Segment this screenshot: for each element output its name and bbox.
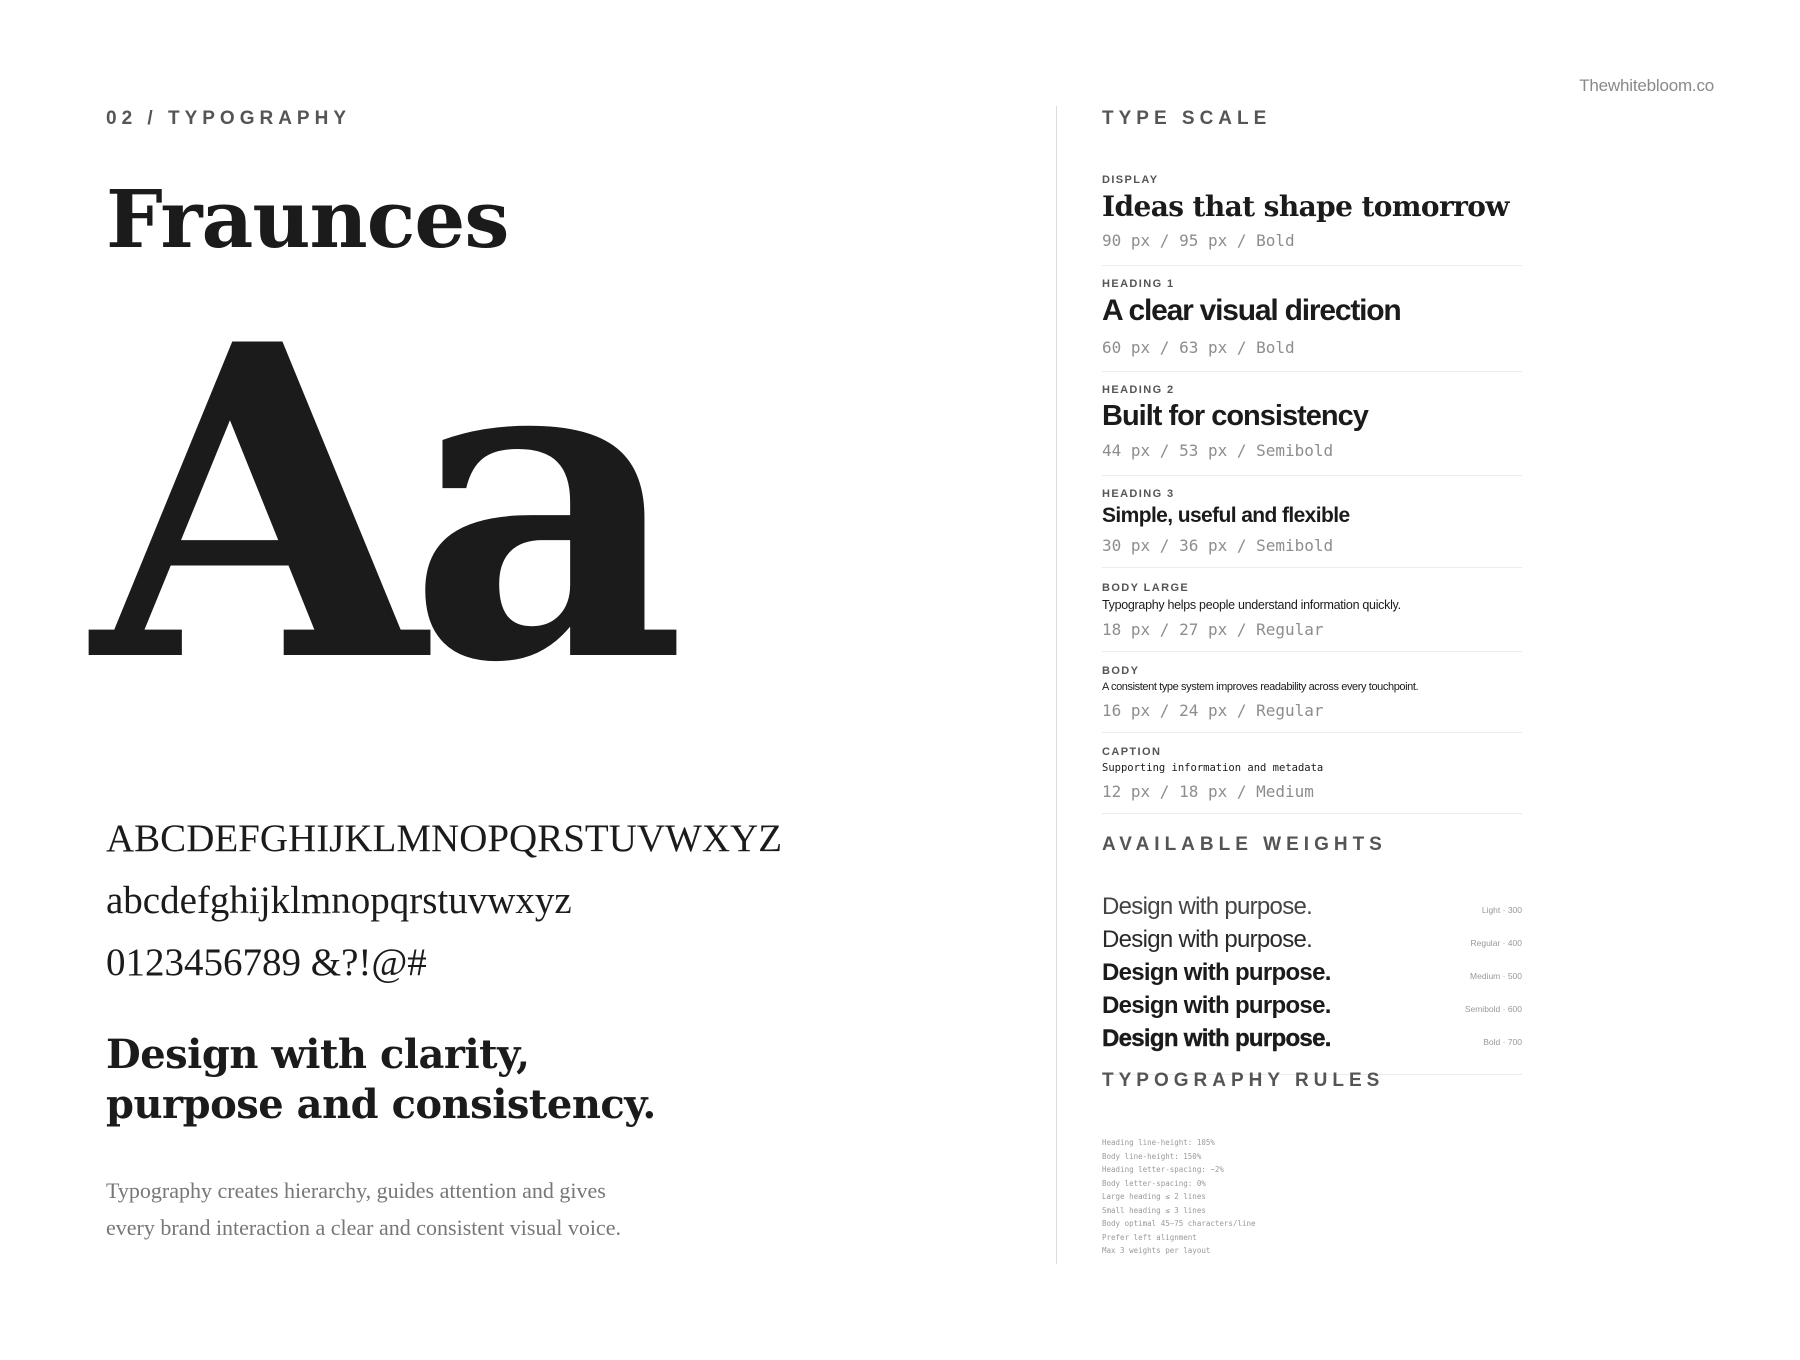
type-scale-heading: TYPE SCALE [1102, 108, 1272, 129]
scale-label: CAPTION [1102, 746, 1162, 758]
weight-tag: Regular · 400 [1470, 938, 1522, 948]
scale-item-body [1102, 665, 1522, 733]
rules-list [1102, 1136, 1256, 1258]
weight-row-light [1102, 893, 1522, 926]
scale-item-heading-3 [1102, 488, 1522, 568]
weights-heading: AVAILABLE WEIGHTS [1102, 834, 1387, 855]
scale-item-display [1102, 174, 1522, 266]
weight-tag: Light · 300 [1481, 905, 1522, 915]
glyphs-lowercase: abcdefghijklmnopqrstuvwxyz [106, 879, 572, 922]
scale-item-heading-1 [1102, 278, 1522, 372]
scale-spec: 60 px / 63 px / Bold [1102, 338, 1295, 357]
scale-sample: Simple, useful and flexible [1102, 504, 1350, 527]
scale-spec: 30 px / 36 px / Semibold [1102, 536, 1334, 555]
weight-row-bold [1102, 1025, 1522, 1058]
scale-label: HEADING 3 [1102, 488, 1175, 500]
glyphs-numerals: 0123456789 &?!@# [106, 941, 427, 984]
weight-tag: Semibold · 600 [1464, 1004, 1522, 1014]
scale-spec: 16 px / 24 px / Regular [1102, 701, 1324, 720]
weight-sample: Design with purpose. [1102, 959, 1331, 986]
font-name: Fraunces [106, 172, 509, 266]
glyphs-uppercase: ABCDEFGHIJKLMNOPQRSTUVWXYZ [106, 817, 783, 860]
scale-sample: Built for consistency [1102, 400, 1368, 432]
rule-item: Large heading ≤ 2 lines [1102, 1192, 1206, 1201]
weight-tag: Bold · 700 [1483, 1037, 1522, 1047]
scale-spec: 44 px / 53 px / Semibold [1102, 441, 1334, 460]
weight-sample: Design with purpose. [1102, 1025, 1331, 1052]
weights-list [1102, 893, 1522, 1058]
scale-item-caption [1102, 746, 1522, 814]
weight-row-semibold [1102, 992, 1522, 1025]
glyph-set [106, 808, 782, 994]
weight-row-regular [1102, 926, 1522, 959]
rule-item: Heading line-height: 105% [1102, 1138, 1215, 1147]
scale-sample: Typography helps people understand information quickly. [1102, 598, 1401, 612]
rule-item: Max 3 weights per layout [1102, 1246, 1211, 1255]
weight-tag: Medium · 500 [1470, 971, 1522, 981]
scale-sample: A clear visual direction [1102, 294, 1401, 327]
weight-row-medium [1102, 959, 1522, 992]
scale-label: BODY LARGE [1102, 582, 1190, 594]
scale-sample: Supporting information and metadata [1102, 762, 1324, 774]
scale-sample: Ideas that shape tomorrow [1102, 190, 1509, 223]
rules-heading: TYPOGRAPHY RULES [1102, 1070, 1385, 1091]
rule-item: Prefer left alignment [1102, 1232, 1197, 1242]
headline-line: Design with clarity, [106, 1031, 530, 1078]
rule-item: Small heading ≤ 3 lines [1102, 1205, 1206, 1215]
scale-spec: 18 px / 27 px / Regular [1102, 620, 1324, 639]
scale-spec: 12 px / 18 px / Medium [1102, 782, 1314, 801]
weight-sample: Design with purpose. [1102, 893, 1313, 920]
scale-sample: A consistent type system improves readability across every touchpoint. [1102, 681, 1419, 693]
specimen-glyph: Aa [92, 252, 669, 757]
scale-label: HEADING 2 [1102, 384, 1175, 396]
rule-item: Body line-height: 150% [1102, 1151, 1202, 1161]
rule-item: Body letter-spacing: 0% [1102, 1178, 1206, 1188]
scale-label: BODY [1102, 665, 1140, 677]
scale-spec: 90 px / 95 px / Bold [1102, 231, 1295, 250]
weight-sample: Design with purpose. [1102, 926, 1313, 953]
specimen-headline [106, 1030, 656, 1130]
scale-label: DISPLAY [1102, 174, 1159, 186]
section-label: 02 / TYPOGRAPHY [106, 108, 351, 129]
column-divider [1056, 106, 1057, 1264]
brand-wordmark: Thewhitebloom.co [1579, 76, 1714, 95]
weight-sample: Design with purpose. [1102, 992, 1331, 1019]
rule-item: Heading letter-spacing: −2% [1102, 1165, 1224, 1174]
scale-item-heading-2 [1102, 384, 1522, 476]
rule-item: Body optimal 45–75 characters/line [1102, 1219, 1256, 1228]
headline-line: purpose and consistency. [106, 1081, 656, 1128]
specimen-body: Typography creates hierarchy, guides attention and gives every brand interaction a clear and consistent visual voice. [106, 1178, 621, 1240]
scale-label: HEADING 1 [1102, 278, 1175, 290]
scale-item-body-large [1102, 582, 1522, 652]
